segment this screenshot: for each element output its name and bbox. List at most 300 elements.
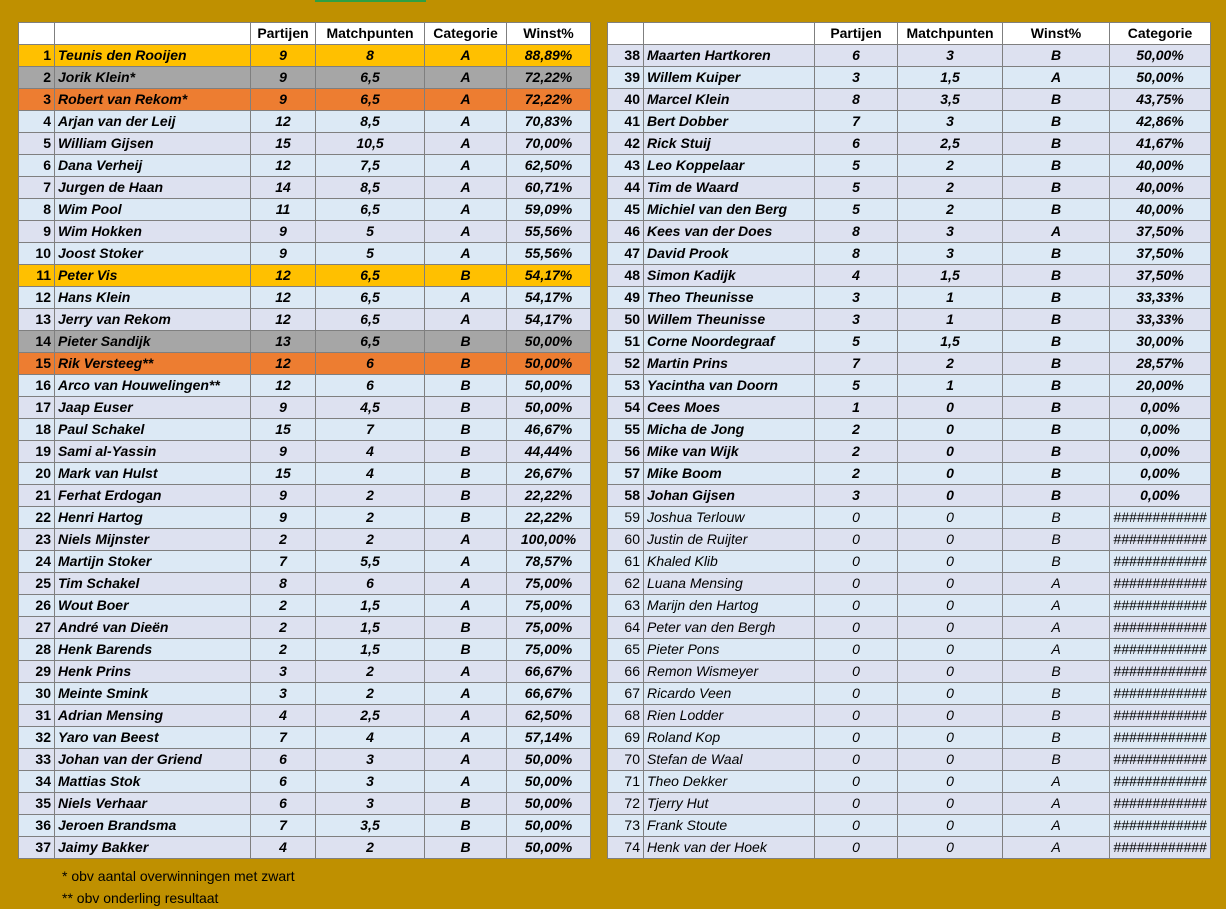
partijen-cell: 0 xyxy=(815,639,898,661)
player-name-cell: Wout Boer xyxy=(55,595,251,617)
partijen-cell: 3 xyxy=(815,67,898,89)
matchpunten-cell: 0 xyxy=(898,639,1003,661)
header-partijen: Partijen xyxy=(251,23,316,45)
rank-cell: 22 xyxy=(19,507,55,529)
rank-cell: 74 xyxy=(608,837,644,859)
rank-cell: 43 xyxy=(608,155,644,177)
matchpunten-cell: 2 xyxy=(316,485,425,507)
player-name-cell: Wim Pool xyxy=(55,199,251,221)
winst-cell: 57,14% xyxy=(507,727,591,749)
table-row xyxy=(19,397,591,419)
matchpunten-cell: 4 xyxy=(316,441,425,463)
categorie-cell: A xyxy=(425,727,507,749)
player-name-cell: Rik Versteeg** xyxy=(55,353,251,375)
winst-cell: ############ xyxy=(1110,595,1211,617)
partijen-cell: 3 xyxy=(815,485,898,507)
rank-cell: 11 xyxy=(19,265,55,287)
player-name-cell: Marcel Klein xyxy=(644,89,815,111)
categorie-cell: A xyxy=(425,111,507,133)
table-row xyxy=(19,551,591,573)
rank-cell: 7 xyxy=(19,177,55,199)
winst-cell: ############ xyxy=(1110,683,1211,705)
player-name-cell: Tim Schakel xyxy=(55,573,251,595)
winst-cell: 100,00% xyxy=(507,529,591,551)
categorie-cell: B xyxy=(425,331,507,353)
partijen-cell: 4 xyxy=(815,265,898,287)
player-name-cell: Dana Verheij xyxy=(55,155,251,177)
player-name-cell: Jerry van Rekom xyxy=(55,309,251,331)
rank-cell: 17 xyxy=(19,397,55,419)
table-row xyxy=(608,815,1211,837)
rank-cell: 68 xyxy=(608,705,644,727)
footnote-black-wins: * obv aantal overwinningen met zwart xyxy=(62,868,295,884)
matchpunten-cell: 1,5 xyxy=(316,639,425,661)
winst-cell: 59,09% xyxy=(507,199,591,221)
partijen-cell: 8 xyxy=(815,243,898,265)
matchpunten-cell: 1 xyxy=(898,375,1003,397)
player-name-cell: Mike van Wijk xyxy=(644,441,815,463)
rank-cell: 34 xyxy=(19,771,55,793)
header-matchpunten: Matchpunten xyxy=(316,23,425,45)
table-row xyxy=(608,661,1211,683)
table-row xyxy=(608,67,1211,89)
rank-cell: 49 xyxy=(608,287,644,309)
winst-cell: ############ xyxy=(1110,617,1211,639)
matchpunten-cell: 2 xyxy=(898,155,1003,177)
footnotes xyxy=(62,865,295,909)
player-name-cell: Pieter Sandijk xyxy=(55,331,251,353)
categorie-cell: B xyxy=(1003,683,1110,705)
partijen-cell: 3 xyxy=(251,683,316,705)
rank-cell: 29 xyxy=(19,661,55,683)
categorie-cell: A xyxy=(425,45,507,67)
categorie-cell: B xyxy=(1003,199,1110,221)
table-row xyxy=(19,639,591,661)
matchpunten-cell: 0 xyxy=(898,529,1003,551)
table-row xyxy=(19,837,591,859)
player-name-cell: Marijn den Hartog xyxy=(644,595,815,617)
partijen-cell: 0 xyxy=(815,771,898,793)
table-row xyxy=(19,727,591,749)
partijen-cell: 0 xyxy=(815,683,898,705)
winst-cell: 37,50% xyxy=(1110,265,1211,287)
partijen-cell: 13 xyxy=(251,331,316,353)
categorie-cell: B xyxy=(425,397,507,419)
player-name-cell: Adrian Mensing xyxy=(55,705,251,727)
rank-cell: 71 xyxy=(608,771,644,793)
categorie-cell: B xyxy=(1003,45,1110,67)
categorie-cell: B xyxy=(1003,485,1110,507)
rank-cell: 9 xyxy=(19,221,55,243)
categorie-cell: B xyxy=(1003,243,1110,265)
standings-table-left xyxy=(18,22,591,859)
winst-cell: ############ xyxy=(1110,573,1211,595)
player-name-cell: Jeroen Brandsma xyxy=(55,815,251,837)
partijen-cell: 0 xyxy=(815,551,898,573)
winst-cell: 40,00% xyxy=(1110,177,1211,199)
player-name-cell: Willem Theunisse xyxy=(644,309,815,331)
matchpunten-cell: 6,5 xyxy=(316,331,425,353)
player-name-cell: Robert van Rekom* xyxy=(55,89,251,111)
player-name-cell: Joshua Terlouw xyxy=(644,507,815,529)
header-name xyxy=(55,23,251,45)
rank-cell: 24 xyxy=(19,551,55,573)
winst-cell: 66,67% xyxy=(507,683,591,705)
rank-cell: 54 xyxy=(608,397,644,419)
categorie-cell: B xyxy=(1003,705,1110,727)
matchpunten-cell: 0 xyxy=(898,815,1003,837)
winst-cell: 75,00% xyxy=(507,617,591,639)
rank-cell: 13 xyxy=(19,309,55,331)
winst-cell: 50,00% xyxy=(507,749,591,771)
rank-cell: 48 xyxy=(608,265,644,287)
table-row xyxy=(608,89,1211,111)
winst-cell: ############ xyxy=(1110,705,1211,727)
categorie-cell: B xyxy=(1003,419,1110,441)
categorie-cell: B xyxy=(425,265,507,287)
player-name-cell: Henk Prins xyxy=(55,661,251,683)
winst-cell: 37,50% xyxy=(1110,243,1211,265)
rank-cell: 58 xyxy=(608,485,644,507)
categorie-cell: B xyxy=(1003,661,1110,683)
winst-cell: 50,00% xyxy=(507,837,591,859)
player-name-cell: Arco van Houwelingen** xyxy=(55,375,251,397)
matchpunten-cell: 2 xyxy=(898,353,1003,375)
matchpunten-cell: 2 xyxy=(898,199,1003,221)
categorie-cell: A xyxy=(425,683,507,705)
matchpunten-cell: 1,5 xyxy=(316,595,425,617)
categorie-cell: B xyxy=(1003,111,1110,133)
footnote-mutual-result: ** obv onderling resultaat xyxy=(62,890,219,906)
winst-cell: 46,67% xyxy=(507,419,591,441)
rank-cell: 20 xyxy=(19,463,55,485)
winst-cell: ############ xyxy=(1110,507,1211,529)
table-row xyxy=(19,243,591,265)
winst-cell: 0,00% xyxy=(1110,441,1211,463)
player-name-cell: Joost Stoker xyxy=(55,243,251,265)
matchpunten-cell: 0 xyxy=(898,595,1003,617)
player-name-cell: Martin Prins xyxy=(644,353,815,375)
categorie-cell: A xyxy=(1003,639,1110,661)
header-matchpunten: Matchpunten xyxy=(898,23,1003,45)
player-name-cell: Henk Barends xyxy=(55,639,251,661)
player-name-cell: Sami al-Yassin xyxy=(55,441,251,463)
categorie-cell: B xyxy=(425,419,507,441)
winst-cell: 33,33% xyxy=(1110,287,1211,309)
table-row xyxy=(608,595,1211,617)
categorie-cell: B xyxy=(1003,727,1110,749)
partijen-cell: 5 xyxy=(815,199,898,221)
table-row xyxy=(608,221,1211,243)
matchpunten-cell: 8,5 xyxy=(316,111,425,133)
rank-cell: 42 xyxy=(608,133,644,155)
table-row xyxy=(608,529,1211,551)
matchpunten-cell: 3,5 xyxy=(898,89,1003,111)
player-name-cell: André van Dieën xyxy=(55,617,251,639)
winst-cell: 0,00% xyxy=(1110,463,1211,485)
partijen-cell: 7 xyxy=(815,111,898,133)
partijen-cell: 0 xyxy=(815,573,898,595)
player-name-cell: Theo Dekker xyxy=(644,771,815,793)
categorie-cell: B xyxy=(425,507,507,529)
matchpunten-cell: 6,5 xyxy=(316,199,425,221)
matchpunten-cell: 7 xyxy=(316,419,425,441)
partijen-cell: 2 xyxy=(815,419,898,441)
table-row xyxy=(608,749,1211,771)
table-row xyxy=(19,595,591,617)
winst-cell: 0,00% xyxy=(1110,485,1211,507)
matchpunten-cell: 6,5 xyxy=(316,89,425,111)
partijen-cell: 7 xyxy=(251,551,316,573)
rank-cell: 25 xyxy=(19,573,55,595)
winst-cell: 78,57% xyxy=(507,551,591,573)
table-row xyxy=(19,441,591,463)
partijen-cell: 9 xyxy=(251,507,316,529)
matchpunten-cell: 8,5 xyxy=(316,177,425,199)
table-row xyxy=(608,551,1211,573)
rank-cell: 6 xyxy=(19,155,55,177)
winst-cell: 30,00% xyxy=(1110,331,1211,353)
table-row xyxy=(19,265,591,287)
table-row xyxy=(608,375,1211,397)
winst-cell: 37,50% xyxy=(1110,221,1211,243)
rank-cell: 40 xyxy=(608,89,644,111)
table-row xyxy=(19,133,591,155)
categorie-cell: B xyxy=(1003,749,1110,771)
rank-cell: 23 xyxy=(19,529,55,551)
partijen-cell: 0 xyxy=(815,705,898,727)
table-row xyxy=(608,287,1211,309)
winst-cell: 75,00% xyxy=(507,573,591,595)
table-row xyxy=(19,89,591,111)
rank-cell: 36 xyxy=(19,815,55,837)
partijen-cell: 9 xyxy=(251,89,316,111)
matchpunten-cell: 3,5 xyxy=(316,815,425,837)
player-name-cell: Tim de Waard xyxy=(644,177,815,199)
winst-cell: 55,56% xyxy=(507,221,591,243)
winst-cell: 43,75% xyxy=(1110,89,1211,111)
table-row xyxy=(19,815,591,837)
matchpunten-cell: 3 xyxy=(898,243,1003,265)
rank-cell: 2 xyxy=(19,67,55,89)
matchpunten-cell: 1,5 xyxy=(316,617,425,639)
table-row xyxy=(608,243,1211,265)
rank-cell: 53 xyxy=(608,375,644,397)
table-row xyxy=(19,353,591,375)
player-name-cell: Yacintha van Doorn xyxy=(644,375,815,397)
matchpunten-cell: 6,5 xyxy=(316,309,425,331)
header-partijen: Partijen xyxy=(815,23,898,45)
winst-cell: 70,83% xyxy=(507,111,591,133)
winst-cell: 75,00% xyxy=(507,639,591,661)
table-row xyxy=(608,419,1211,441)
partijen-cell: 8 xyxy=(815,89,898,111)
partijen-cell: 15 xyxy=(251,133,316,155)
winst-cell: 54,17% xyxy=(507,287,591,309)
categorie-cell: B xyxy=(1003,441,1110,463)
categorie-cell: A xyxy=(1003,815,1110,837)
table-row xyxy=(608,265,1211,287)
player-name-cell: Niels Mijnster xyxy=(55,529,251,551)
header-row xyxy=(19,23,591,45)
player-name-cell: Justin de Ruijter xyxy=(644,529,815,551)
player-name-cell: Ricardo Veen xyxy=(644,683,815,705)
winst-cell: ############ xyxy=(1110,529,1211,551)
categorie-cell: B xyxy=(1003,507,1110,529)
rank-cell: 37 xyxy=(19,837,55,859)
categorie-cell: B xyxy=(425,837,507,859)
rank-cell: 16 xyxy=(19,375,55,397)
matchpunten-cell: 4 xyxy=(316,727,425,749)
partijen-cell: 8 xyxy=(815,221,898,243)
rank-cell: 5 xyxy=(19,133,55,155)
winst-cell: ############ xyxy=(1110,639,1211,661)
matchpunten-cell: 1,5 xyxy=(898,67,1003,89)
rank-cell: 64 xyxy=(608,617,644,639)
matchpunten-cell: 3 xyxy=(316,771,425,793)
partijen-cell: 0 xyxy=(815,749,898,771)
matchpunten-cell: 8 xyxy=(316,45,425,67)
player-name-cell: Pieter Pons xyxy=(644,639,815,661)
categorie-cell: B xyxy=(425,375,507,397)
winst-cell: 50,00% xyxy=(507,397,591,419)
winst-cell: ############ xyxy=(1110,727,1211,749)
winst-cell: 72,22% xyxy=(507,89,591,111)
partijen-cell: 6 xyxy=(815,45,898,67)
matchpunten-cell: 3 xyxy=(898,221,1003,243)
matchpunten-cell: 1,5 xyxy=(898,331,1003,353)
rank-cell: 12 xyxy=(19,287,55,309)
player-name-cell: Roland Kop xyxy=(644,727,815,749)
rank-cell: 72 xyxy=(608,793,644,815)
matchpunten-cell: 2,5 xyxy=(898,133,1003,155)
categorie-cell: B xyxy=(1003,287,1110,309)
player-name-cell: Tjerry Hut xyxy=(644,793,815,815)
table-row xyxy=(19,45,591,67)
rank-cell: 70 xyxy=(608,749,644,771)
table-row xyxy=(19,155,591,177)
categorie-cell: A xyxy=(425,155,507,177)
table-row xyxy=(19,617,591,639)
winst-cell: ############ xyxy=(1110,837,1211,859)
partijen-cell: 9 xyxy=(251,485,316,507)
partijen-cell: 9 xyxy=(251,397,316,419)
player-name-cell: Remon Wismeyer xyxy=(644,661,815,683)
categorie-cell: B xyxy=(425,463,507,485)
categorie-cell: A xyxy=(425,309,507,331)
player-name-cell: Simon Kadijk xyxy=(644,265,815,287)
partijen-cell: 15 xyxy=(251,419,316,441)
rank-cell: 14 xyxy=(19,331,55,353)
categorie-cell: B xyxy=(1003,177,1110,199)
partijen-cell: 3 xyxy=(815,287,898,309)
player-name-cell: Micha de Jong xyxy=(644,419,815,441)
partijen-cell: 0 xyxy=(815,507,898,529)
rank-cell: 21 xyxy=(19,485,55,507)
header-row xyxy=(608,23,1211,45)
rank-cell: 46 xyxy=(608,221,644,243)
matchpunten-cell: 0 xyxy=(898,617,1003,639)
winst-cell: ############ xyxy=(1110,771,1211,793)
categorie-cell: A xyxy=(425,529,507,551)
table-row xyxy=(19,309,591,331)
header-categorie: Categorie xyxy=(1110,23,1211,45)
matchpunten-cell: 3 xyxy=(316,793,425,815)
categorie-cell: A xyxy=(425,749,507,771)
winst-cell: 22,22% xyxy=(507,507,591,529)
winst-cell: 50,00% xyxy=(507,793,591,815)
categorie-cell: A xyxy=(425,573,507,595)
partijen-cell: 6 xyxy=(251,749,316,771)
header-rank xyxy=(608,23,644,45)
rank-cell: 59 xyxy=(608,507,644,529)
categorie-cell: A xyxy=(425,133,507,155)
categorie-cell: B xyxy=(1003,133,1110,155)
player-name-cell: Jaap Euser xyxy=(55,397,251,419)
rank-cell: 62 xyxy=(608,573,644,595)
rank-cell: 47 xyxy=(608,243,644,265)
table-row xyxy=(608,155,1211,177)
header-name xyxy=(644,23,815,45)
categorie-cell: A xyxy=(1003,221,1110,243)
rank-cell: 50 xyxy=(608,309,644,331)
partijen-cell: 12 xyxy=(251,265,316,287)
categorie-cell: A xyxy=(425,771,507,793)
matchpunten-cell: 0 xyxy=(898,573,1003,595)
table-row xyxy=(608,639,1211,661)
table-row xyxy=(19,529,591,551)
table-row xyxy=(608,837,1211,859)
winst-cell: 50,00% xyxy=(507,375,591,397)
partijen-cell: 2 xyxy=(251,595,316,617)
rank-cell: 63 xyxy=(608,595,644,617)
table-row xyxy=(608,793,1211,815)
categorie-cell: B xyxy=(1003,155,1110,177)
winst-cell: 50,00% xyxy=(507,771,591,793)
winst-cell: 50,00% xyxy=(507,331,591,353)
standings-table-right xyxy=(607,22,1211,859)
winst-cell: ############ xyxy=(1110,793,1211,815)
categorie-cell: B xyxy=(1003,529,1110,551)
partijen-cell: 7 xyxy=(815,353,898,375)
winst-cell: ############ xyxy=(1110,815,1211,837)
partijen-cell: 0 xyxy=(815,815,898,837)
partijen-cell: 6 xyxy=(251,793,316,815)
matchpunten-cell: 2 xyxy=(316,683,425,705)
partijen-cell: 1 xyxy=(815,397,898,419)
categorie-cell: A xyxy=(425,705,507,727)
player-name-cell: Paul Schakel xyxy=(55,419,251,441)
rank-cell: 15 xyxy=(19,353,55,375)
partijen-cell: 0 xyxy=(815,661,898,683)
partijen-cell: 2 xyxy=(251,639,316,661)
matchpunten-cell: 0 xyxy=(898,727,1003,749)
matchpunten-cell: 0 xyxy=(898,507,1003,529)
table-row xyxy=(608,397,1211,419)
player-name-cell: Peter van den Bergh xyxy=(644,617,815,639)
green-cell-marker xyxy=(315,0,426,2)
categorie-cell: B xyxy=(1003,397,1110,419)
rank-cell: 32 xyxy=(19,727,55,749)
winst-cell: 50,00% xyxy=(507,353,591,375)
rank-cell: 56 xyxy=(608,441,644,463)
partijen-cell: 8 xyxy=(251,573,316,595)
matchpunten-cell: 0 xyxy=(898,485,1003,507)
matchpunten-cell: 5 xyxy=(316,243,425,265)
table-row xyxy=(19,331,591,353)
matchpunten-cell: 6 xyxy=(316,353,425,375)
table-row xyxy=(608,463,1211,485)
